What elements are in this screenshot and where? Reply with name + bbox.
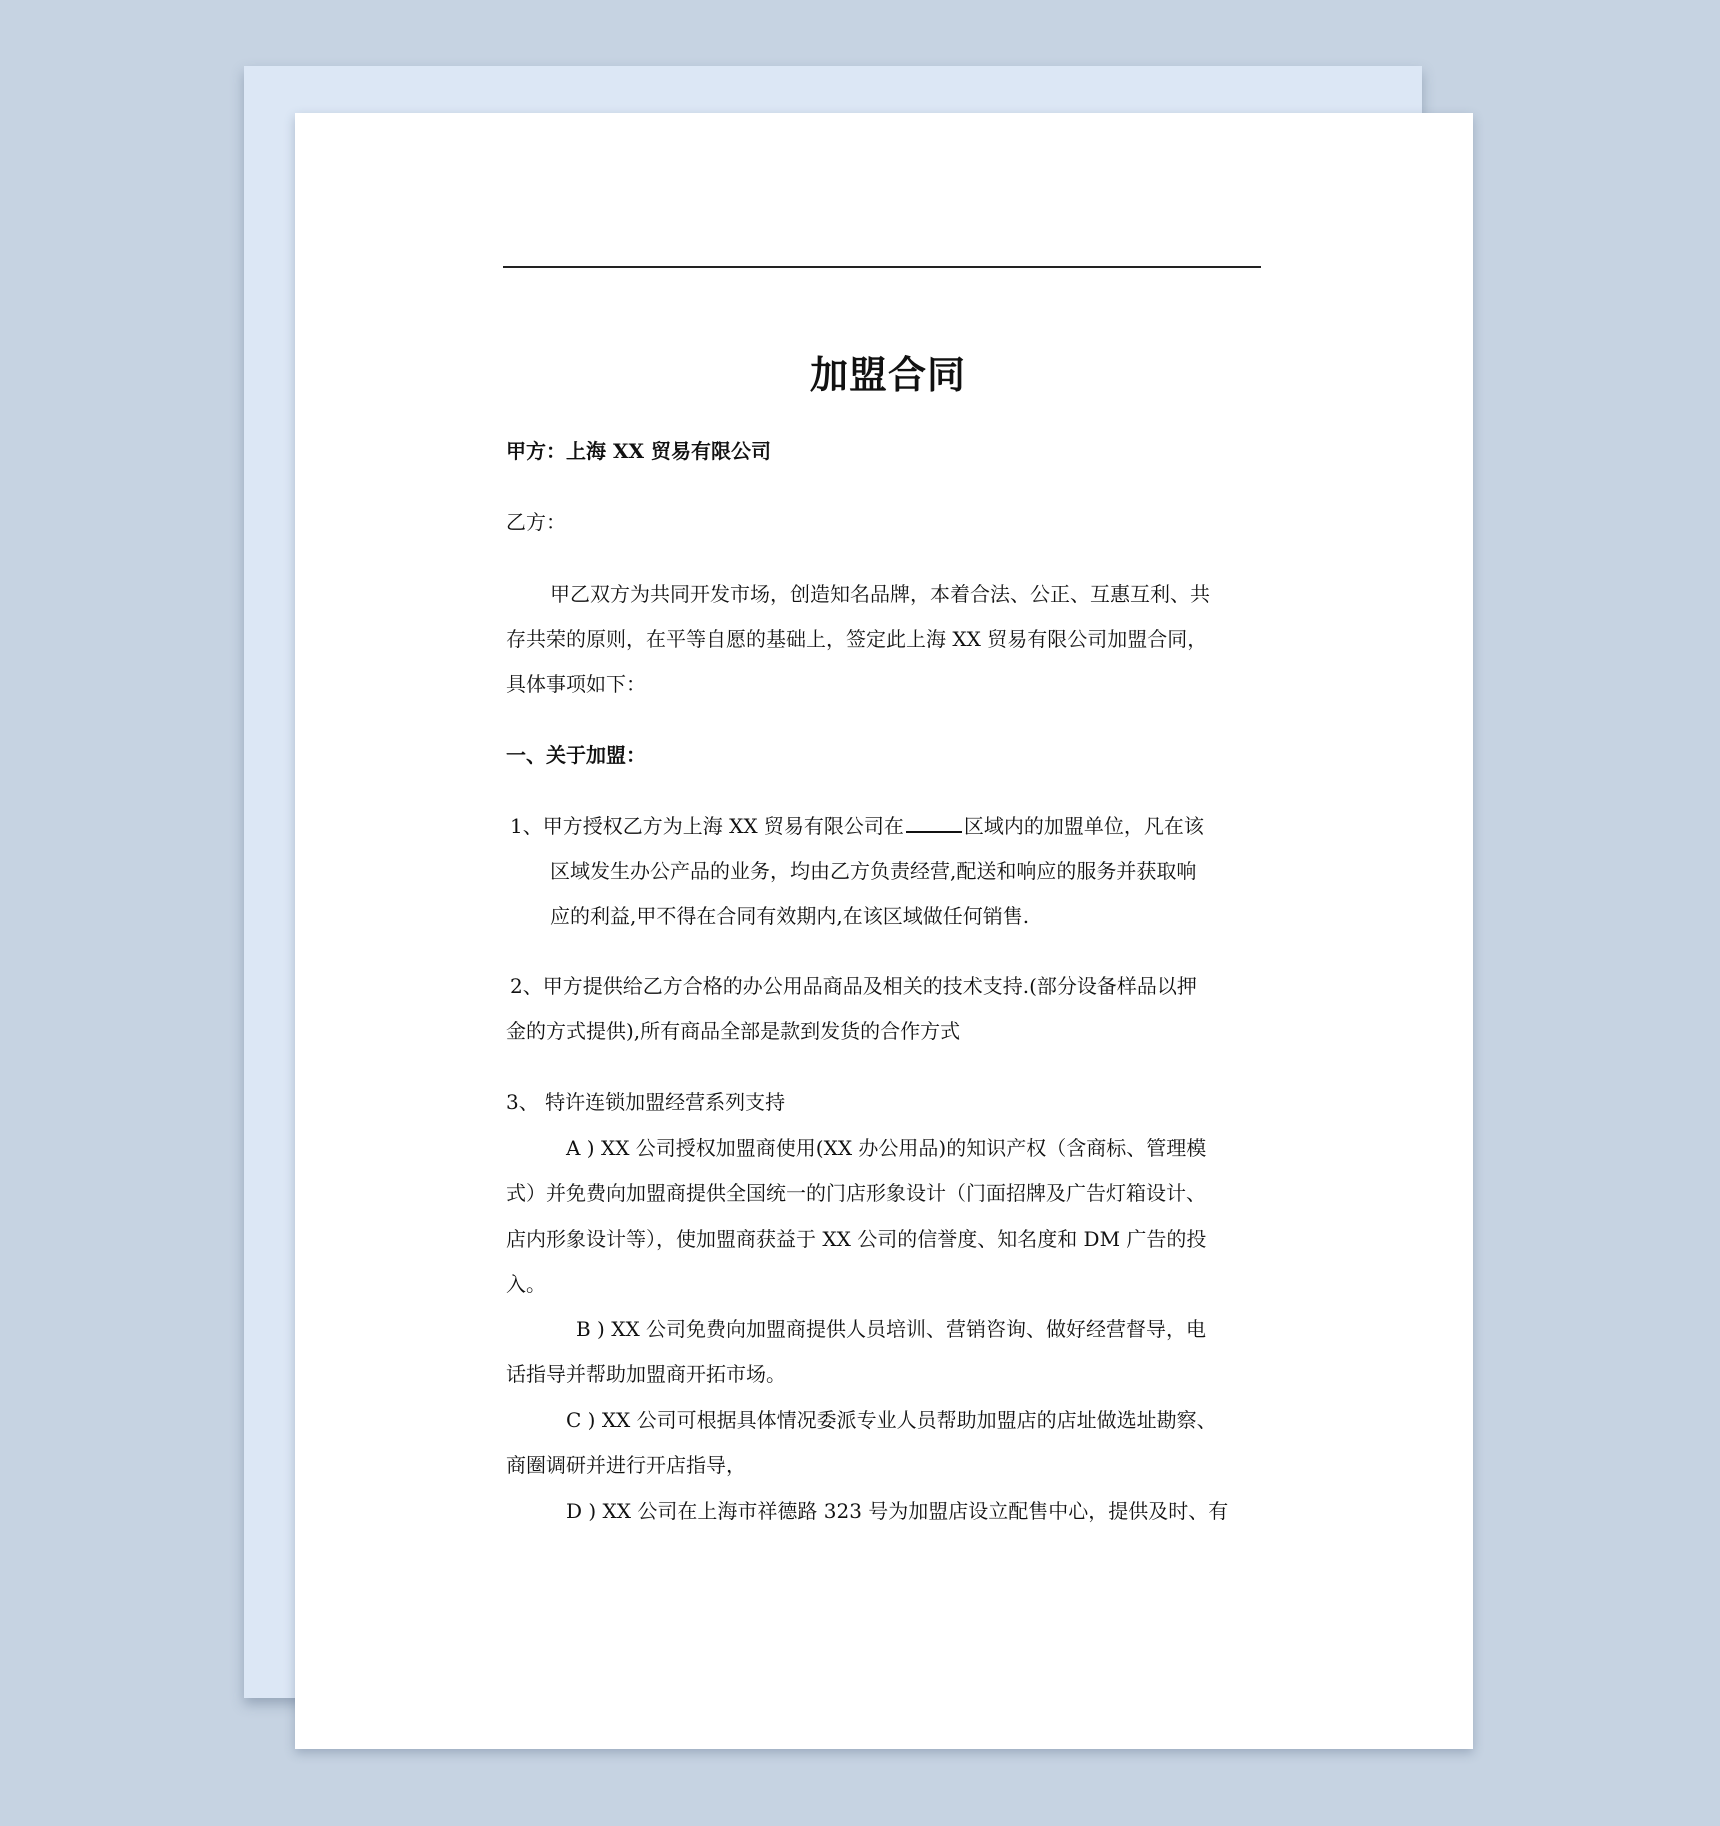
item-3a-line-1: A ) XX 公司授权加盟商使用(XX 办公用品)的知识产权（含商标、管理模	[566, 1136, 1207, 1160]
item-3d-line-1: D ) XX 公司在上海市祥德路 323 号为加盟店设立配售中心，提供及时、有	[566, 1499, 1229, 1523]
item-3b-line-1: B ) XX 公司免费向加盟商提供人员培训、营销咨询、做好经营督导，电	[576, 1317, 1207, 1341]
intro-line-2: 存共荣的原则，在平等自愿的基础上，签定此上海 XX 贸易有限公司加盟合同，	[506, 627, 1208, 651]
item-2-line-1: 2、甲方提供给乙方合格的办公用品商品及相关的技术支持.(部分设备样品以押	[510, 974, 1197, 998]
intro-line-3: 具体事项如下：	[506, 672, 646, 696]
item-1-text-after-blank: 区域内的加盟单位，凡在该	[963, 814, 1204, 838]
item-1-text-before-blank: 1、甲方授权乙方为上海 XX 贸易有限公司在	[510, 814, 904, 838]
item-2-line-2: 金的方式提供),所有商品全部是款到发货的合作方式	[506, 1019, 961, 1043]
item-3c-line-1: C ) XX 公司可根据具体情况委派专业人员帮助加盟店的店址做选址勘察、	[566, 1408, 1217, 1432]
item-3a-line-3: 店内形象设计等），使加盟商获益于 XX 公司的信誉度、知名度和 DM 广告的投	[506, 1227, 1207, 1251]
document-title: 加盟合同	[809, 352, 966, 397]
item-3-heading: 3、 特许连锁加盟经营系列支持	[506, 1090, 786, 1114]
item-3a-line-4: 入。	[506, 1272, 546, 1296]
intro-line-1: 甲乙双方为共同开发市场，创造知名品牌，本着合法、公正、互惠互利、共	[550, 582, 1210, 606]
item-1-line-2: 区域发生办公产品的业务，均由乙方负责经营,配送和响应的服务并获取响	[550, 859, 1197, 883]
party-a: 甲方：上海 XX 贸易有限公司	[506, 439, 771, 463]
item-3a-line-2: 式）并免费向加盟商提供全国统一的门店形象设计（门面招牌及广告灯箱设计、	[506, 1181, 1206, 1205]
item-3b-line-2: 话指导并帮助加盟商开拓市场。	[506, 1362, 786, 1386]
item-3c-line-2: 商圈调研并进行开店指导，	[506, 1453, 746, 1477]
section-1-heading: 一、关于加盟：	[506, 743, 646, 767]
header-rule	[503, 266, 1261, 268]
item-1-line-3: 应的利益,甲不得在合同有效期内,在该区域做任何销售.	[550, 904, 1030, 928]
region-blank-line	[906, 813, 962, 833]
party-b: 乙方：	[506, 510, 566, 534]
item-1-line-1	[510, 811, 1204, 841]
